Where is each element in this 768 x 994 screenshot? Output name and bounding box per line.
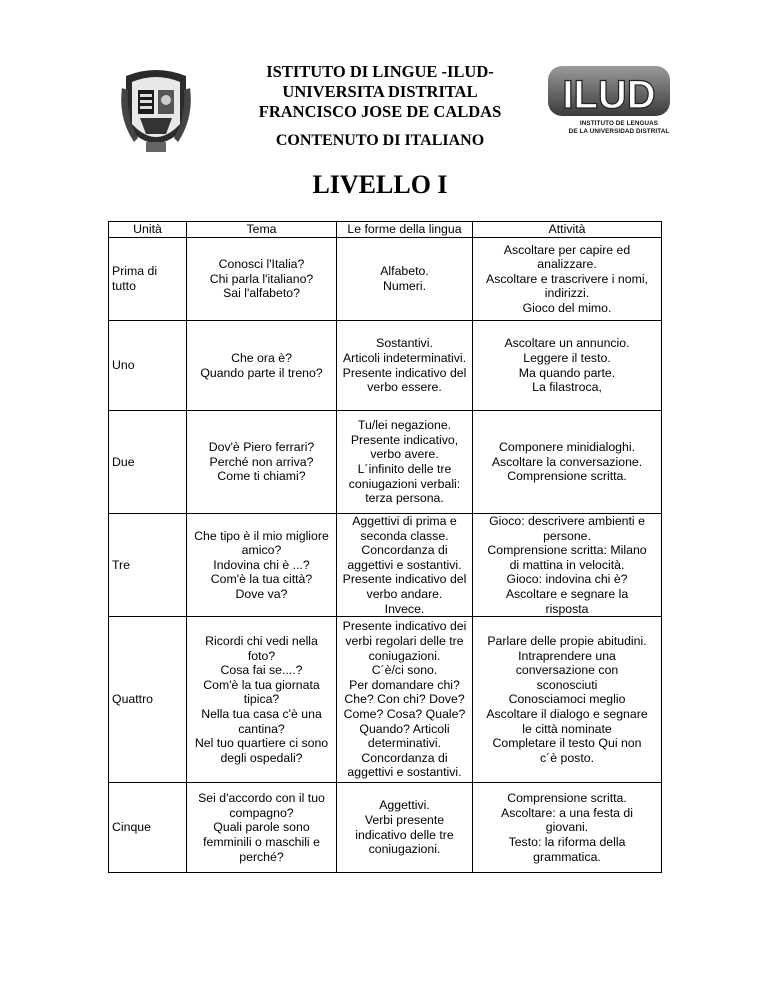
tema-line: cantina?: [238, 721, 285, 736]
logo-subtext: [560, 120, 678, 136]
forme-cell: [337, 514, 473, 617]
forme-line: Aggettivi.: [379, 798, 430, 813]
forme-line: verbo essere.: [367, 380, 442, 395]
table-row: [109, 617, 662, 783]
document-subtitle: CONTENUTO DI ITALIANO: [275, 132, 485, 149]
unit-cell: Tre: [109, 514, 187, 617]
tema-line: Cosa fai se....?: [220, 663, 303, 678]
forme-line: coniugazioni.: [368, 842, 441, 857]
attivita-line: Completare il testo Qui non: [492, 736, 642, 751]
attivita-line: Ascoltare per capire ed: [503, 242, 631, 257]
attivita-line: Ascoltare: a una festa di: [501, 805, 633, 820]
unit-cell: Cinque: [109, 783, 187, 873]
tema-cell: [187, 514, 337, 617]
attivita-line: conversazione con: [515, 663, 619, 678]
forme-line: Presente indicativo,: [350, 432, 459, 447]
forme-line: Alfabeto.: [380, 264, 429, 279]
header-attivita: Attività: [473, 222, 662, 238]
tema-line: foto?: [247, 648, 276, 663]
unit-cell: Uno: [109, 321, 187, 411]
table-row: [109, 783, 662, 873]
header-unita: Unità: [109, 222, 187, 238]
tema-line: Perché non arriva?: [209, 454, 314, 469]
tema-line: Come ti chiami?: [217, 469, 306, 484]
forme-line: Concordanza di: [361, 543, 448, 558]
attivita-line: c´è posto.: [540, 750, 594, 765]
tema-line: Dove va?: [235, 586, 288, 601]
unit-cell: Due: [109, 411, 187, 514]
tema-line: Dov'è Piero ferrari?: [208, 440, 315, 455]
tema-line: Che ora è?: [231, 350, 292, 365]
attivita-cell: [473, 514, 662, 617]
table-row: [109, 238, 662, 321]
tema-line: compagno?: [229, 805, 294, 820]
logo-subtext-line-1: INSTITUTO DE LENGUAS: [579, 120, 659, 127]
attivita-line: Ascoltare e trascrivere i nomi,: [486, 271, 648, 286]
attivita-cell: [473, 321, 662, 411]
tema-cell: [187, 321, 337, 411]
attivita-line: risposta: [545, 601, 589, 616]
forme-line: coniugazioni.: [368, 648, 441, 663]
forme-line: aggettivi e sostantivi.: [347, 765, 462, 780]
institution-title: [230, 62, 530, 122]
attivita-line: Comprensione scritta: Milano: [487, 543, 647, 558]
forme-line: Per domandare chi?: [349, 677, 460, 692]
forme-line: aggettivi e sostantivi.: [347, 557, 462, 572]
attivita-line: Comprensione scritta.: [507, 469, 627, 484]
attivita-line: Ascoltare e segnare la: [505, 586, 629, 601]
tema-line: perché?: [239, 849, 284, 864]
tema-line: Ricordi chi vedi nella: [205, 633, 318, 648]
attivita-line: le città nominate: [522, 721, 612, 736]
tema-line: Nel tuo quartiere ci sono: [194, 736, 329, 751]
forme-line: Presente indicativo dei: [342, 619, 467, 634]
attivita-line: La filastroca,: [532, 380, 602, 395]
attivita-line: indirizzi.: [544, 286, 590, 301]
forme-line: verbo andare.: [366, 586, 443, 601]
attivita-line: Gioco: indovina chi è?: [506, 572, 628, 587]
tema-cell: [187, 411, 337, 514]
tema-cell: [187, 617, 337, 783]
forme-line: Invece.: [384, 601, 425, 616]
table-body: [109, 238, 662, 873]
tema-line: Chi parla l'italiano?: [209, 271, 314, 286]
tema-line: amico?: [241, 543, 282, 558]
table-row: [109, 321, 662, 411]
forme-line: Concordanza di: [361, 750, 448, 765]
logo-subtext-line-2: DE LA UNIVERSIDAD DISTRITAL: [568, 128, 670, 135]
attivita-line: Intraprendere una: [518, 648, 616, 663]
attivita-line: Comprensione scritta.: [507, 791, 627, 806]
attivita-line: Ascoltare la conversazione.: [491, 454, 643, 469]
forme-line: seconda classe.: [360, 528, 449, 543]
forme-line: L´infinito delle tre: [357, 462, 452, 476]
table-row: [109, 514, 662, 617]
title-line-1: ISTITUTO DI LINGUE -ILUD-: [266, 62, 494, 81]
forme-line: verbo avere.: [370, 447, 439, 462]
tema-line: Sei d'accordo con il tuo: [198, 791, 325, 806]
forme-line: Articoli indeterminativi.: [342, 350, 466, 365]
tema-line: femminili o maschili e: [203, 834, 320, 849]
forme-cell: [337, 411, 473, 514]
tema-line: Che tipo è il mio migliore: [194, 528, 329, 543]
attivita-line: persone.: [543, 528, 591, 543]
unit-cell: Quattro: [109, 617, 187, 783]
attivita-cell: [473, 783, 662, 873]
forme-cell: [337, 783, 473, 873]
logo-text: ILUD: [562, 73, 656, 117]
title-line-2: UNIVERSITA DISTRITAL: [282, 82, 478, 101]
attivita-line: Ascoltare il dialogo e segnare: [486, 706, 648, 721]
tema-line: Com'è la tua giornata: [203, 677, 320, 692]
attivita-cell: [473, 238, 662, 321]
attivita-cell: [473, 411, 662, 514]
tema-line: Com'è la tua città?: [210, 572, 313, 587]
attivita-line: analizzare.: [537, 257, 597, 272]
forme-line: Che? Con chi? Dove?: [344, 692, 465, 707]
forme-line: Numeri.: [382, 279, 427, 293]
forme-line: Presente indicativo del: [342, 365, 467, 380]
forme-line: Verbi presente: [364, 813, 445, 828]
forme-cell: [337, 617, 473, 783]
forme-line: determinativi.: [367, 736, 442, 751]
table-header-row: [109, 222, 662, 238]
forme-line: Tu/lei negazione.: [357, 418, 452, 433]
tema-line: Quando parte il treno?: [200, 365, 323, 380]
attivita-line: sconosciuti: [536, 677, 598, 692]
attivita-line: di mattina in velocità.: [509, 557, 625, 572]
unit-cell: Prima di tutto: [109, 238, 187, 321]
attivita-line: Parlare delle propie abitudini.: [487, 633, 647, 648]
attivita-cell: [473, 617, 662, 783]
forme-line: C´è/ci sono.: [371, 663, 438, 678]
attivita-line: Ascoltare un annuncio.: [504, 336, 630, 351]
tema-line: Conosci l'Italia?: [218, 257, 305, 272]
tema-line: tipica?: [243, 692, 280, 707]
forme-line: verbi regolari delle tre: [345, 633, 464, 648]
header-tema: Tema: [187, 222, 337, 238]
forme-line: coniugazioni verbali:: [348, 476, 461, 491]
attivita-line: Leggere il testo.: [523, 350, 611, 365]
tema-line: degli ospedali?: [220, 750, 303, 765]
content-table: [108, 221, 662, 873]
tema-line: Indovina chi è ...?: [213, 557, 310, 572]
tema-line: Quali parole sono: [213, 820, 310, 835]
forme-line: Quando? Articoli: [359, 721, 450, 736]
attivita-line: Testo: la riforma della: [508, 834, 626, 849]
forme-line: indicativo delle tre: [355, 827, 454, 842]
attivita-line: Componere minidialoghi.: [498, 440, 636, 455]
tema-line: Sai l'alfabeto?: [223, 286, 300, 301]
forme-line: Presente indicativo del: [342, 572, 467, 587]
forme-line: Come? Cosa? Quale?: [343, 706, 466, 721]
title-line-3: FRANCISCO JOSE DE CALDAS: [258, 102, 502, 121]
tema-line: Nella tua casa c'è una: [201, 706, 322, 721]
attivita-line: Gioco del mimo.: [522, 300, 612, 315]
attivita-line: Gioco: descrivere ambienti e: [489, 514, 645, 528]
forme-cell: [337, 238, 473, 321]
attivita-line: grammatica.: [533, 849, 601, 864]
attivita-line: Ma quando parte.: [518, 365, 616, 380]
forme-line: terza persona.: [365, 491, 444, 506]
forme-line: Aggettivi di prima e: [352, 514, 457, 528]
header-forme: Le forme della lingua: [337, 222, 473, 238]
tema-cell: [187, 238, 337, 321]
attivita-line: giovani.: [545, 820, 589, 835]
university-crest-logo: [120, 68, 192, 158]
level-heading: LIVELLO I: [312, 170, 448, 199]
table-row: [109, 411, 662, 514]
forme-line: Sostantivi.: [376, 336, 433, 351]
forme-cell: [337, 321, 473, 411]
attivita-line: Conosciamoci meglio: [508, 692, 626, 707]
tema-cell: [187, 783, 337, 873]
